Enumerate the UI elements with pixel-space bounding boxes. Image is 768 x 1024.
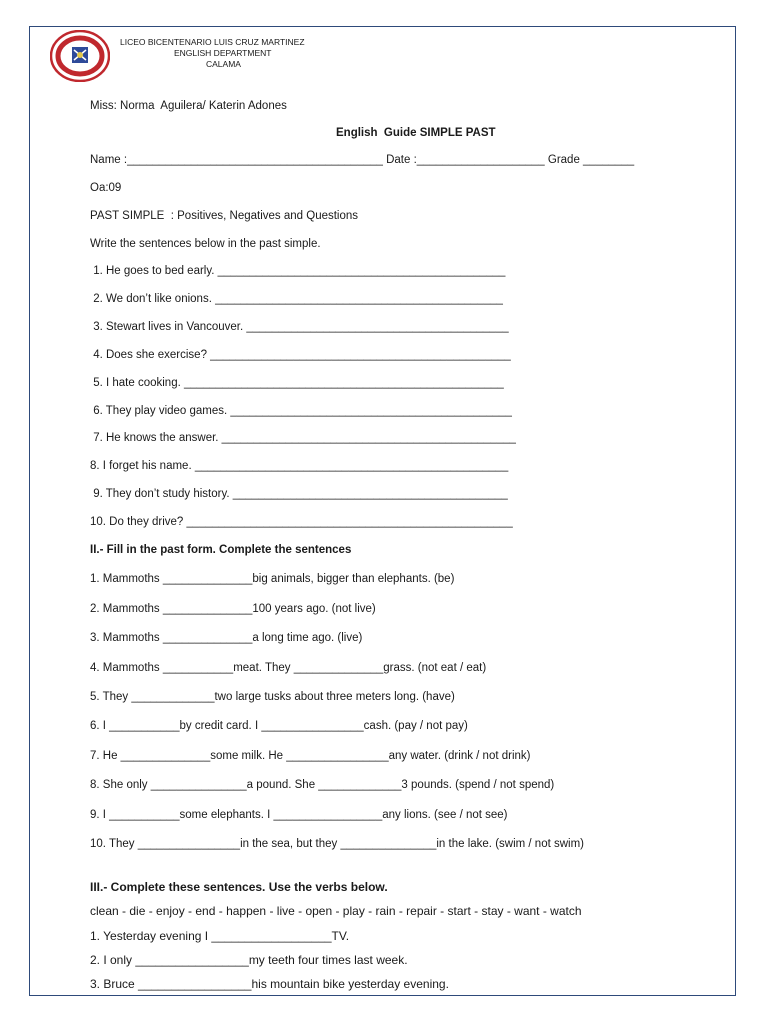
exercise-item[interactable]: 2. We don’t like onions. _____________________________________________	[90, 293, 503, 305]
fill-in-item[interactable]: 4. Mammoths ___________meat. They ______________grass. (not eat / eat)	[90, 662, 487, 674]
exercise-item[interactable]: 5. I hate cooking. __________________________________________________	[90, 377, 504, 389]
fill-in-item[interactable]: 8. She only _______________a pound. She _____________3 pounds. (spend / not spend)	[90, 779, 555, 791]
fill-in-item[interactable]: 2. Mammoths ______________100 years ago. (not live)	[90, 603, 376, 615]
exercise-item[interactable]: 9. They don’t study history. ___________________________________________	[90, 488, 508, 500]
verb-list: clean - die - enjoy - end - happen - live - open - play - rain - repair - start - stay - want - watch	[90, 904, 582, 918]
fill-in-item[interactable]: 1. Mammoths ______________big animals, bigger than elephants. (be)	[90, 573, 455, 585]
school-name: LICEO BICENTENARIO LUIS CRUZ MARTINEZ	[120, 37, 305, 47]
objective-code: Oa:09	[90, 182, 122, 194]
city-name: CALAMA	[206, 59, 241, 69]
fill-in-item[interactable]: 5. They _____________two large tusks about three meters long. (have)	[90, 691, 455, 703]
section3-heading: III.- Complete these sentences. Use the verbs below.	[90, 880, 388, 894]
exercise-item[interactable]: 8. I forget his name. _________________________________________________	[90, 460, 509, 472]
exercise-item[interactable]: 4. Does she exercise? _______________________________________________	[90, 349, 511, 361]
school-logo	[50, 30, 110, 82]
exercise-item[interactable]: 10. Do they drive? ___________________________________________________	[90, 516, 513, 528]
exercise-item[interactable]: 7. He knows the answer. ______________________________________________	[90, 432, 516, 444]
complete-item[interactable]: 3. Bruce _________________his mountain bike yesterday evening.	[90, 977, 449, 991]
student-info-line[interactable]: Name :________________________________________ Date :____________________ Grade ________	[90, 154, 635, 166]
section1-instruction: Write the sentences below in the past simple.	[90, 238, 321, 250]
fill-in-item[interactable]: 3. Mammoths ______________a long time ago. (live)	[90, 632, 363, 644]
complete-item[interactable]: 1. Yesterday evening I __________________TV.	[90, 929, 350, 943]
department-name: ENGLISH DEPARTMENT	[174, 48, 272, 58]
exercise-item[interactable]: 6. They play video games. ____________________________________________	[90, 405, 512, 417]
fill-in-item[interactable]: 6. I ___________by credit card. I ________________cash. (pay / not pay)	[90, 720, 468, 732]
page-title: English Guide SIMPLE PAST	[336, 127, 496, 139]
fill-in-item[interactable]: 10. They ________________in the sea, but they _______________in the lake. (swim / not swim)	[90, 838, 584, 850]
school-header	[120, 37, 360, 70]
complete-item[interactable]: 2. I only _________________my teeth four times last week.	[90, 953, 408, 967]
exercise-item[interactable]: 1. He goes to bed early. _____________________________________________	[90, 265, 506, 277]
section2-heading: II.- Fill in the past form. Complete the sentences	[90, 544, 352, 556]
fill-in-item[interactable]: 9. I ___________some elephants. I _________________any lions. (see / not see)	[90, 809, 508, 821]
exercise-item[interactable]: 3. Stewart lives in Vancouver. _________________________________________	[90, 321, 509, 333]
fill-in-item[interactable]: 7. He ______________some milk. He ________________any water. (drink / not drink)	[90, 750, 531, 762]
section1-heading: PAST SIMPLE : Positives, Negatives and Questions	[90, 210, 359, 222]
page-border	[29, 26, 736, 996]
teachers-line: Miss: Norma Aguilera/ Katerin Adones	[90, 100, 287, 112]
